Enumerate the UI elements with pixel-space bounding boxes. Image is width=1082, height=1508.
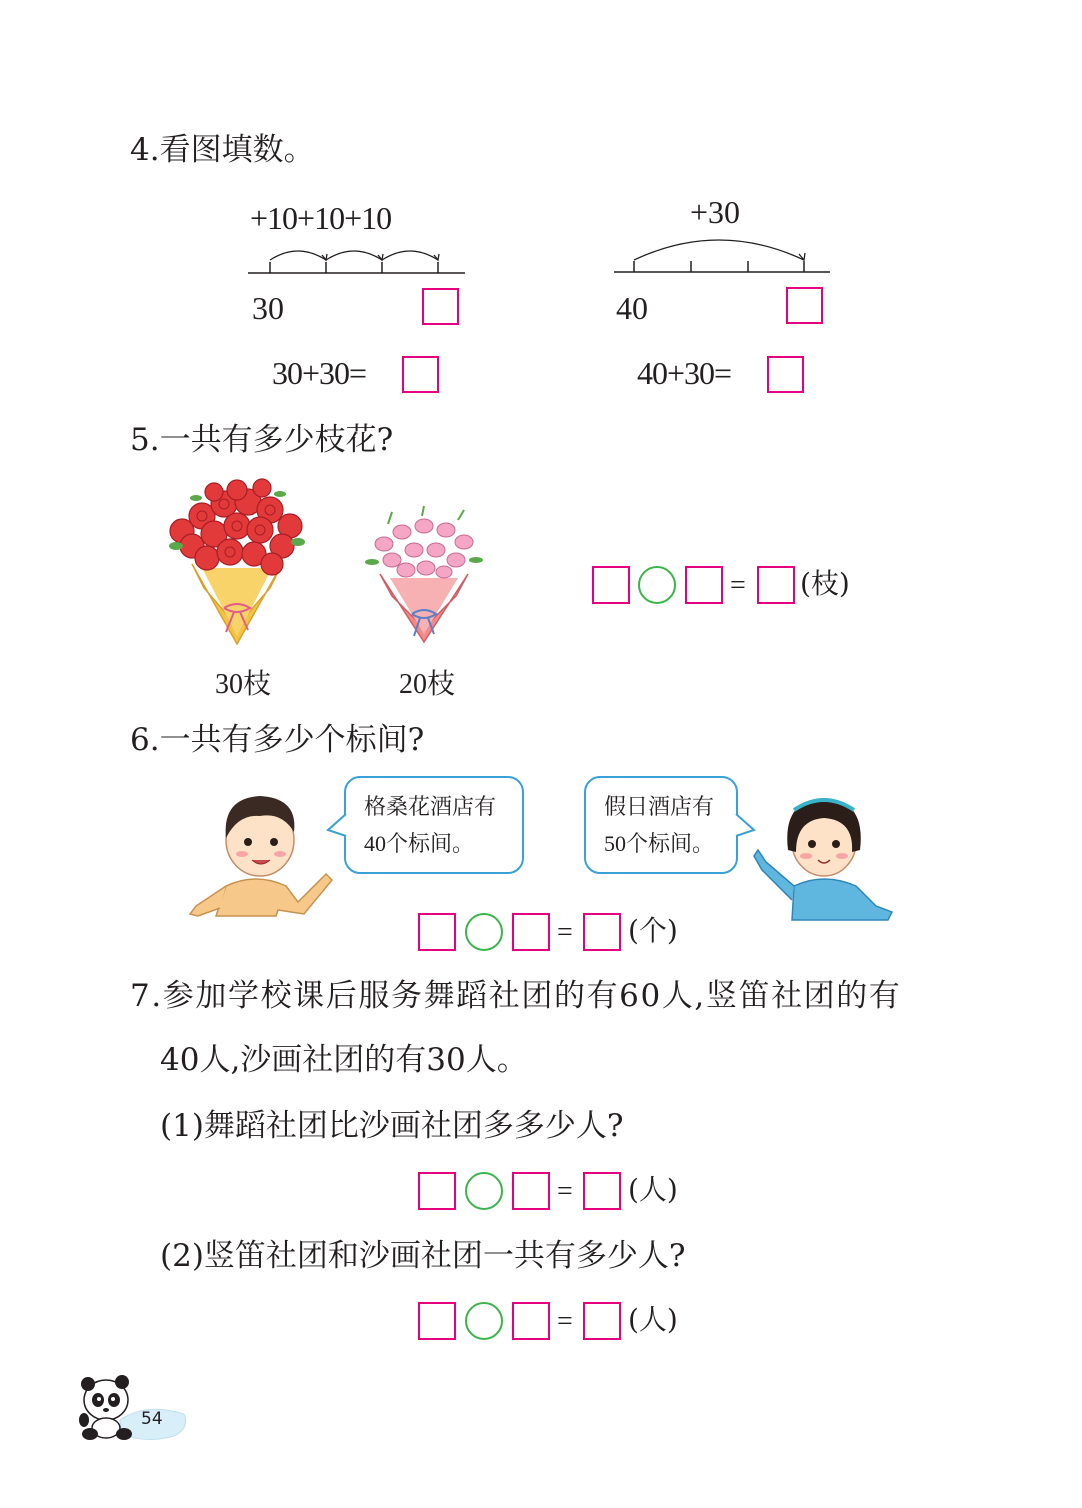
q7-title-line-1: 7.参加学校课后服务舞蹈社团的有60人,竖笛社团的有 xyxy=(130,978,902,1014)
q6-number2-box[interactable] xyxy=(512,913,550,951)
girl-speech-bubble xyxy=(584,776,738,874)
q5-result-box[interactable] xyxy=(757,566,795,604)
q4-right-equation: 40+30= xyxy=(637,355,732,391)
q5-number2-box[interactable] xyxy=(685,566,723,604)
q6-equals-sign: = xyxy=(557,917,573,948)
q4-left-start: 30 xyxy=(252,290,284,326)
q7-sub2-result-box[interactable] xyxy=(583,1302,621,1340)
q5-bouquet2-label: 20枝 xyxy=(399,669,456,700)
boy-speech-bubble xyxy=(344,776,524,874)
q7-title-line-2: 40人,沙画社团的有30人。 xyxy=(160,1042,528,1078)
boy-bubble-tail xyxy=(326,812,348,840)
q7-sub2-equals-sign: = xyxy=(557,1306,573,1337)
q6-number1-box[interactable] xyxy=(418,913,456,951)
q4-left-answer-box[interactable] xyxy=(422,288,459,325)
q7-sub1-unit: (人) xyxy=(628,1173,678,1206)
q5-unit: (枝) xyxy=(800,567,850,600)
boy-illustration xyxy=(186,790,336,920)
page-number: 54 xyxy=(141,1409,163,1429)
q5-operator-circle[interactable] xyxy=(638,566,676,604)
q5-bouquet1-label: 30枝 xyxy=(215,669,272,700)
q4-right-answer-box[interactable] xyxy=(786,287,823,324)
q4-right-equation-box[interactable] xyxy=(767,356,804,393)
q7-sub1-operator-circle[interactable] xyxy=(465,1172,503,1210)
q5-number1-box[interactable] xyxy=(592,566,630,604)
q7-sub1-result-box[interactable] xyxy=(583,1172,621,1210)
q4-left-number-line xyxy=(240,238,480,280)
q6-operator-circle[interactable] xyxy=(465,913,503,951)
q7-sub2-number2-box[interactable] xyxy=(512,1302,550,1340)
girl-illustration xyxy=(752,790,898,922)
q4-right-number-line xyxy=(604,228,844,278)
panda-icon xyxy=(76,1370,188,1442)
boy-bubble-line-2: 40个标间。 xyxy=(364,831,475,856)
q7-sub2-number1-box[interactable] xyxy=(418,1302,456,1340)
q4-right-jump-label: +30 xyxy=(690,194,741,230)
pink-flower-bouquet-image xyxy=(362,504,486,646)
q7-sub2-operator-circle[interactable] xyxy=(465,1302,503,1340)
boy-bubble-line-1: 格桑花酒店有 xyxy=(364,795,497,820)
girl-bubble-line-1: 假日酒店有 xyxy=(604,795,715,820)
q6-result-box[interactable] xyxy=(583,913,621,951)
q4-left-equation: 30+30= xyxy=(272,355,367,391)
q4-right-start: 40 xyxy=(616,290,648,326)
q7-sub1-question: (1)舞蹈社团比沙画社团多多少人? xyxy=(160,1108,624,1144)
q5-equals-sign: = xyxy=(730,570,746,601)
girl-bubble-line-2: 50个标间。 xyxy=(604,831,715,856)
q5-title: 5.一共有多少枝花? xyxy=(130,422,394,458)
q4-left-equation-box[interactable] xyxy=(402,356,439,393)
red-rose-bouquet-image xyxy=(162,476,312,648)
q6-unit: (个) xyxy=(628,914,678,947)
q7-sub2-unit: (人) xyxy=(628,1303,678,1336)
q7-sub1-equals-sign: = xyxy=(557,1176,573,1207)
q7-sub1-number2-box[interactable] xyxy=(512,1172,550,1210)
q4-title: 4.看图填数。 xyxy=(130,132,315,168)
q7-sub1-number1-box[interactable] xyxy=(418,1172,456,1210)
q4-left-jumps-label: +10+10+10 xyxy=(250,200,392,236)
q6-title: 6.一共有多少个标间? xyxy=(130,722,425,758)
q7-sub2-question: (2)竖笛社团和沙画社团一共有多少人? xyxy=(160,1238,686,1274)
